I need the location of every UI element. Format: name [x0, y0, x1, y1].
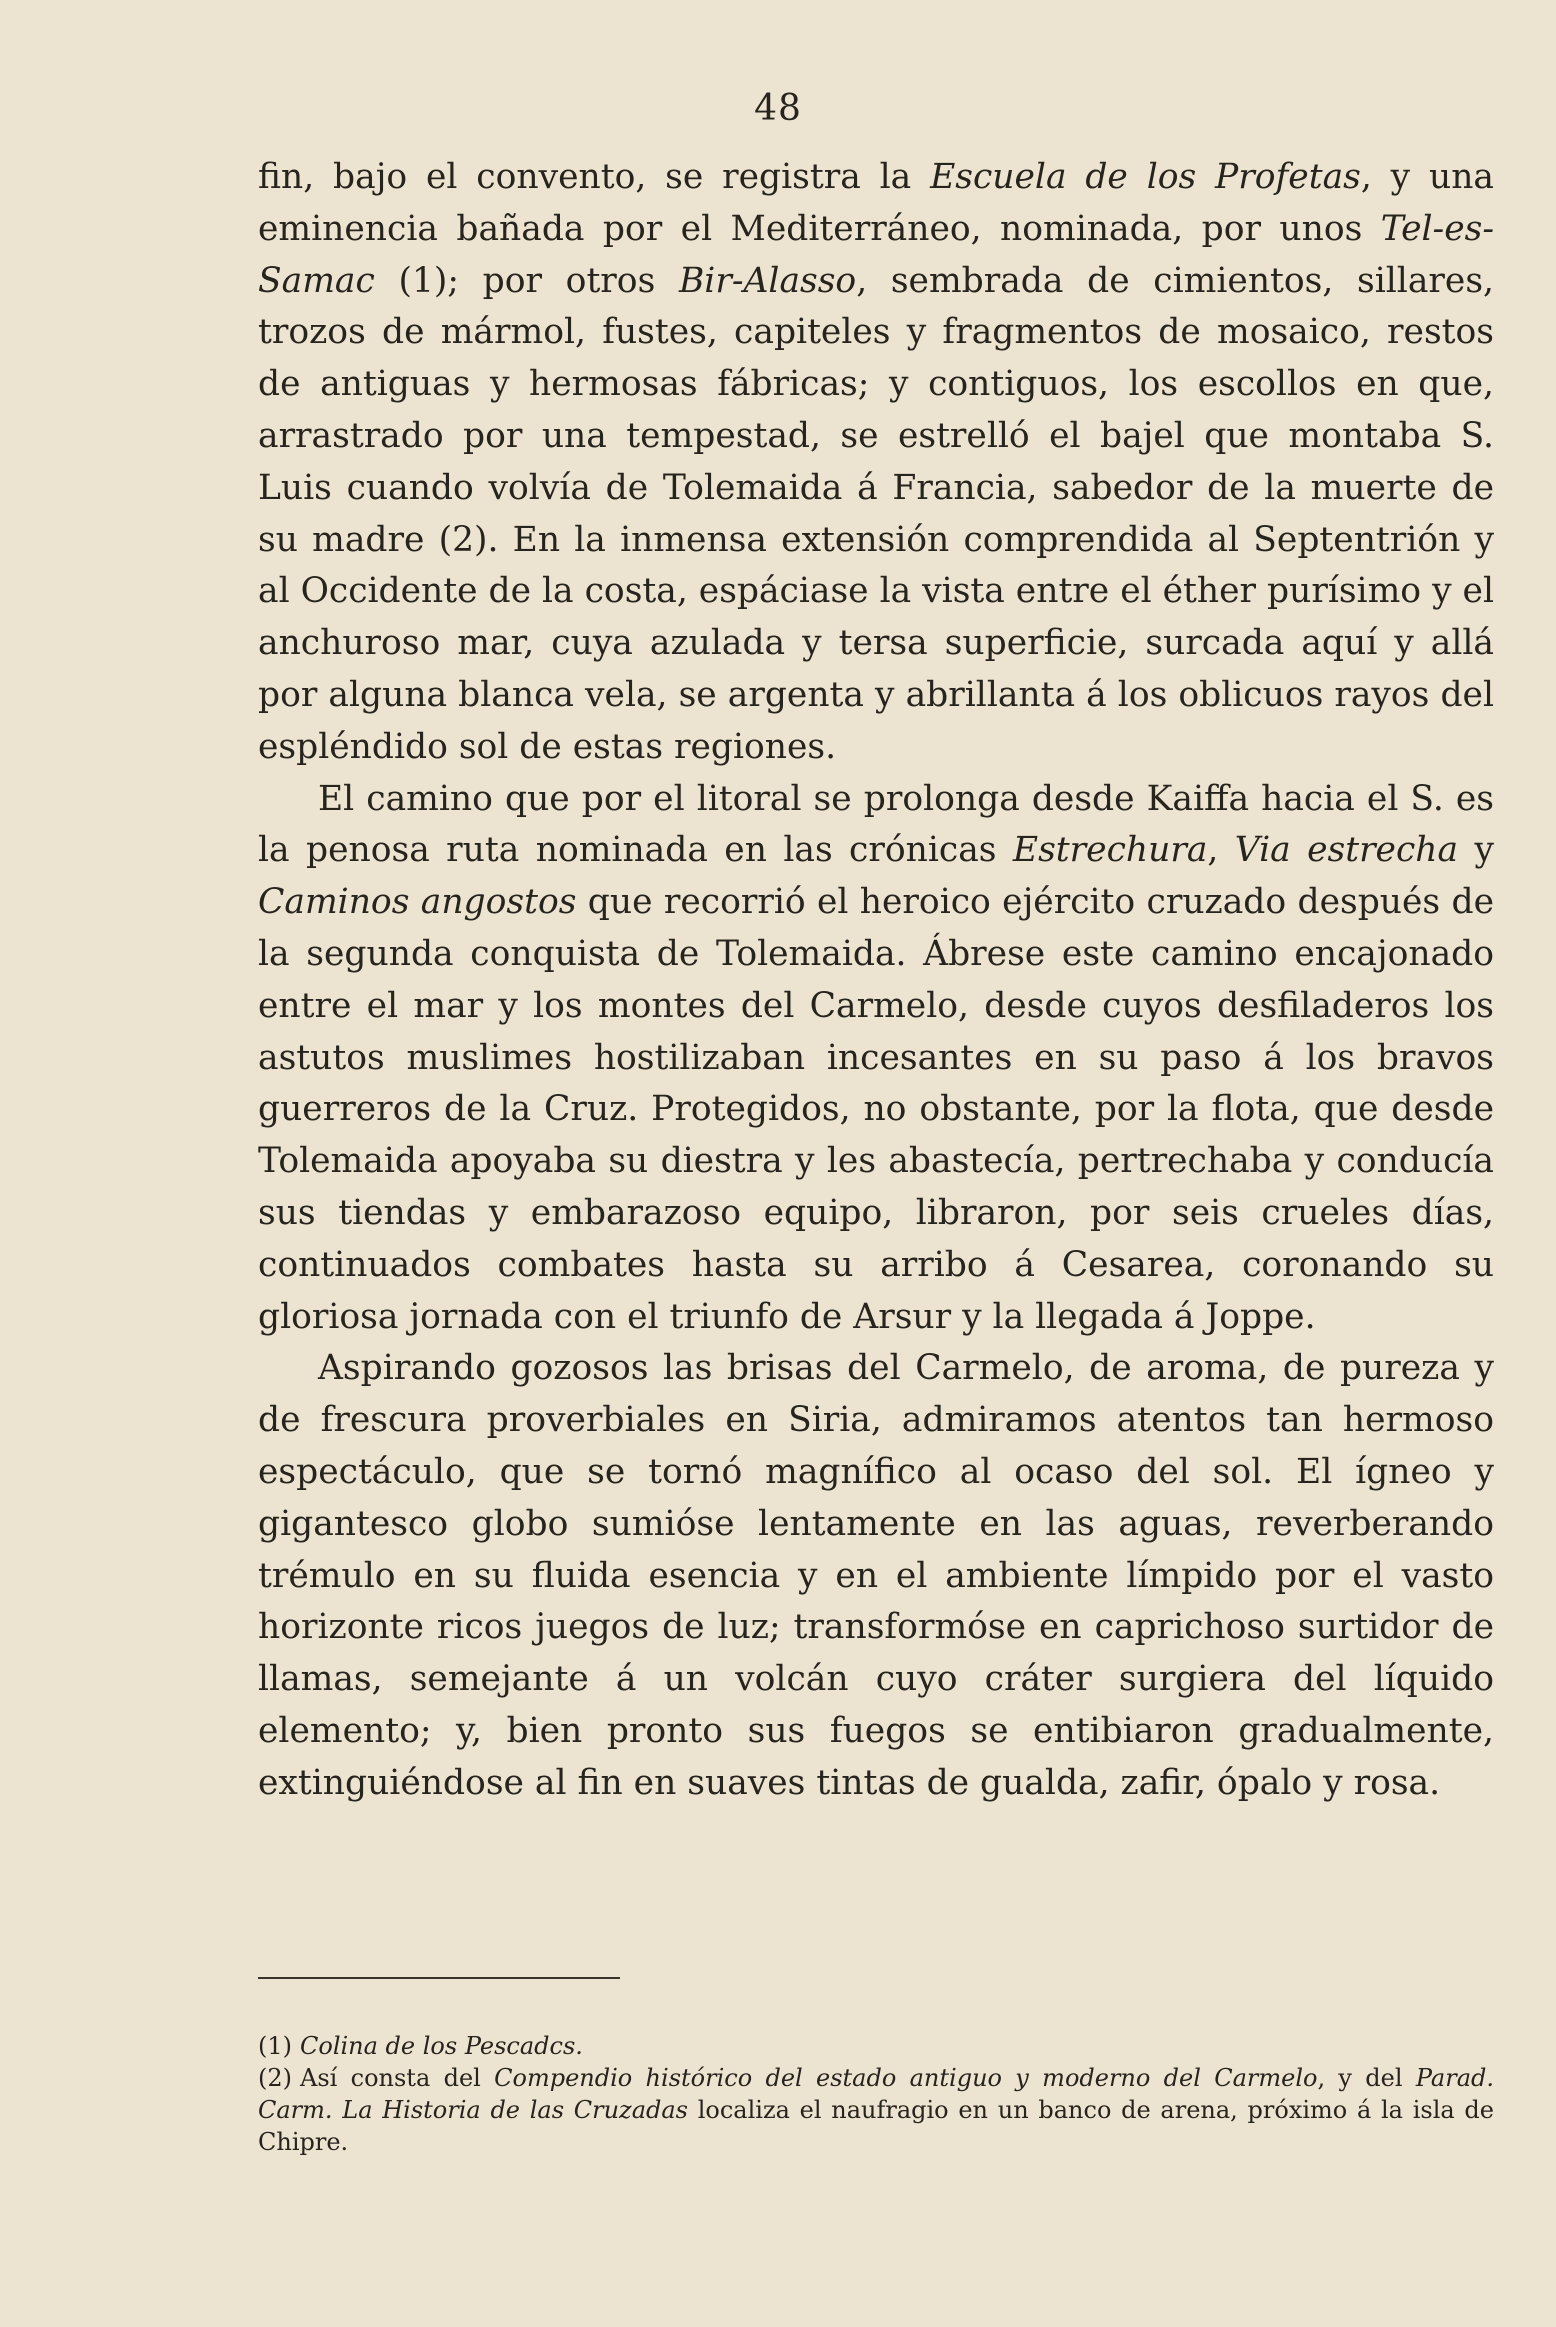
place-tel-es-samac: Tel-es-Samac: [258, 208, 1494, 301]
footnote-text: localiza el naufragio en un banco de arena, próximo á la isla de Chipre.: [258, 2096, 1494, 2156]
text-segment: ,: [1207, 830, 1235, 871]
text-segment: que recorrió el heroico ejército cruzado después de la segunda conquista de Tolemaida. Ábrese este camino encajonado entre el mar y los montes del Carmelo, desde cuyos desfiladeros los astutos muslimes hostilizaban incesantes en su paso á los bravos guerreros de la Cruz. Protegidos, no obstante, por la flota, que desde Tolemaida apoyaba su diestra y les abastecía, pertrechaba y conducía sus tiendas y embarazoso equipo, libraron, por seis crueles días, continuados combates hasta su arribo á Cesarea, coronando su gloriosa jornada con el triunfo de Arsur y la llegada á Joppe.: [258, 882, 1494, 1337]
footnote-text: , y del: [1317, 2064, 1416, 2092]
footnote-title-compendio: Compendio histórico del estado antiguo y moderno del Carmelo: [494, 2064, 1318, 2092]
text-segment: El camino que por el litoral se prolonga desde Kaiffa hacia el S. es la penosa ruta nominada en las crónicas: [258, 778, 1494, 871]
text-segment: fin, bajo el convento, se registra la: [258, 157, 931, 197]
footnote-title-historia-cruzadas: Parad. Carm. La Historia de las Cruzadas: [258, 2064, 1494, 2124]
footnote-2: [258, 2062, 1494, 2158]
place-bir-alasso: Bir-Alasso: [678, 260, 857, 301]
term-estrechura: Estrechura: [1012, 830, 1208, 871]
page-number: 48: [754, 88, 802, 129]
term-caminos-angostos: Caminos angostos: [258, 882, 577, 923]
text-segment: (1); por otros: [374, 260, 679, 301]
footnotes: [258, 2030, 1494, 2158]
footnote-1: [258, 2030, 1494, 2062]
paragraph-1: [258, 152, 1494, 774]
text-segment: y: [1458, 830, 1494, 871]
footnote-marker: (2): [258, 2064, 292, 2092]
footnote-marker: (1): [258, 2032, 292, 2060]
term-via-estrecha: Via estrecha: [1234, 830, 1459, 871]
footnote-text: Colina de los Pescadcs.: [300, 2032, 583, 2060]
footnote-divider: [258, 1977, 620, 1979]
text-segment: Aspirando gozosos las brisas del Carmelo, de aroma, de pureza y de frescura proverbiales en Siria, admiramos atentos tan hermoso espectáculo, que se tornó magnífico al ocaso del sol. El ígneo y gigantesco globo sumióse lentamente en las aguas, reverberando trémulo en su fluida esencia y en el ambiente límpido por el vasto horizonte ricos juegos de luz; transformóse en caprichoso surtidor de llamas, semejante á un volcán cuyo cráter surgiera del líquido elemento; y, bien pronto sus fuegos se entibiaron gradualmente, extinguiéndose al fin en suaves tintas de gualda, zafir, ópalo y rosa.: [258, 1348, 1494, 1803]
paragraph-3: [258, 1343, 1494, 1809]
title-escuela-de-los-profetas: Escuela de los Profetas: [930, 157, 1361, 197]
text-segment: , y una eminencia bañada por el Mediterráneo, nominada, por unos: [258, 157, 1494, 249]
body-text: [258, 152, 1494, 1810]
paragraph-2: [258, 774, 1494, 1344]
footnote-text: Así consta del: [300, 2064, 495, 2092]
text-segment: , sembrada de cimientos, sillares, trozos de mármol, fustes, capiteles y fragmentos de mosaico, restos de antiguas y hermosas fábricas; y contiguos, los escollos en que, arrastrado por una tempestad, se estrelló el bajel que montaba S. Luis cuando volvía de Tolemaida á Francia, sabedor de la muerte de su madre (2). En la inmensa extensión comprendida al Septentrión y al Occidente de la costa, espáciase la vista entre el éther purísimo y el anchuroso mar, cuya azulada y tersa superficie, surcada aquí y allá por alguna blanca vela, se argenta y abrillanta á los oblicuos rayos del espléndido sol de estas regiones.: [258, 260, 1494, 767]
